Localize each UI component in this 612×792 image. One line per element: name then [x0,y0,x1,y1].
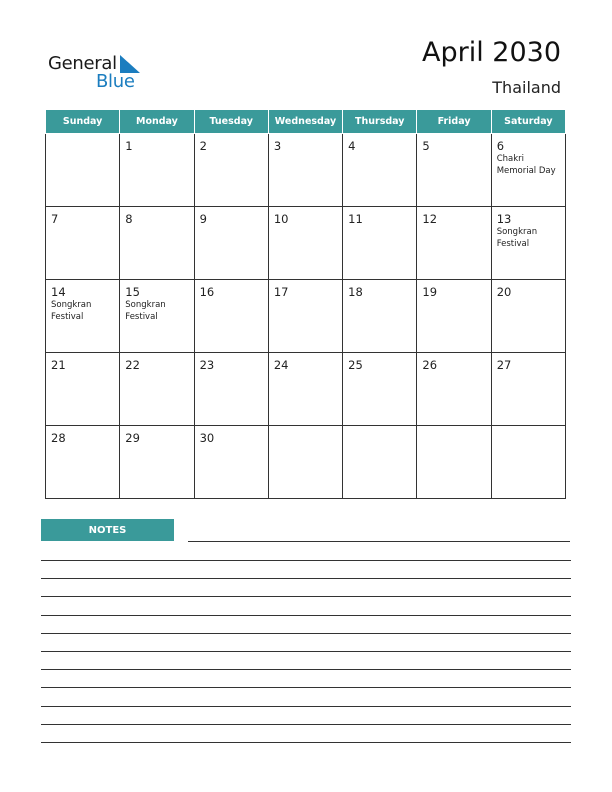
calendar-day-cell [120,280,194,353]
day-number: 27 [496,358,512,372]
day-number: 17 [273,285,289,299]
logo-word-general: General [48,53,117,74]
weekday-header: Friday [417,110,491,134]
day-number: 21 [51,358,66,372]
day-number: 20 [496,285,512,299]
day-number: 6 [496,139,505,153]
day-number: 29 [125,431,140,445]
logo-word-blue: Blue [96,71,135,92]
note-line [41,596,571,597]
day-number: 2 [199,139,207,153]
calendar-day-cell [343,207,417,280]
note-line [188,541,570,542]
day-number: 8 [125,212,133,226]
day-number: 9 [199,212,207,226]
calendar-day-cell [120,207,194,280]
day-number: 10 [273,212,289,226]
calendar-day-cell [46,353,120,426]
day-number: 12 [422,212,438,226]
calendar-day-cell [417,353,491,426]
calendar-day-cell [417,207,491,280]
day-number: 1 [125,139,133,153]
calendar-day-cell [268,134,342,207]
note-line [41,633,571,634]
note-line [41,669,571,670]
calendar-day-cell [491,426,565,499]
note-line [41,706,571,707]
holiday-label: Chakri Memorial Day [496,154,556,176]
calendar-day-cell [268,426,342,499]
calendar-day-cell [268,207,342,280]
day-number: 23 [199,358,215,372]
calendar-day-cell [120,134,194,207]
calendar-grid [45,109,566,499]
note-line [41,724,571,725]
weekday-header: Saturday [491,110,565,134]
calendar-day-cell [343,426,417,499]
weekday-header: Thursday [343,110,417,134]
weekday-header: Wednesday [268,110,342,134]
calendar-day-cell [491,280,565,353]
calendar-week-row [46,134,566,207]
day-number: 22 [125,358,140,372]
note-line [41,651,571,652]
calendar-day-cell [194,353,268,426]
calendar-day-cell [417,426,491,499]
note-line [41,742,571,743]
weekday-header: Sunday [46,110,120,134]
day-number: 3 [273,139,282,153]
calendar-day-cell [194,426,268,499]
calendar-day-cell [417,134,491,207]
day-number: 15 [125,285,140,299]
day-number: 26 [422,358,438,372]
weekday-header: Monday [120,110,194,134]
calendar-day-cell [120,426,194,499]
calendar-day-cell [343,134,417,207]
calendar-body [46,134,566,499]
calendar-day-cell [343,280,417,353]
day-number: 4 [348,139,356,153]
day-number: 30 [199,431,215,445]
calendar-day-cell [46,280,120,353]
calendar-day-cell [268,280,342,353]
calendar-day-cell [417,280,491,353]
notes-label: NOTES [41,519,174,541]
country-name: Thailand [492,78,561,97]
holiday-label: Songkran Festival [51,300,92,322]
calendar-day-cell [46,134,120,207]
note-line [41,687,571,688]
calendar-day-cell [194,207,268,280]
day-number: 13 [496,212,512,226]
weekday-header: Tuesday [194,110,268,134]
calendar-week-row [46,280,566,353]
day-number: 7 [51,212,59,226]
day-number: 25 [348,358,363,372]
calendar-week-row [46,353,566,426]
calendar-day-cell [491,207,565,280]
day-number: 16 [199,285,215,299]
calendar-day-cell [194,280,268,353]
note-line [41,560,571,561]
day-number: 5 [422,139,430,153]
calendar-week-row [46,207,566,280]
calendar-day-cell [268,353,342,426]
holiday-label: Songkran Festival [125,300,166,322]
calendar-day-cell [46,207,120,280]
calendar-day-cell [343,353,417,426]
day-number: 19 [422,285,438,299]
calendar-day-cell [491,353,565,426]
calendar-day-cell [120,353,194,426]
holiday-label: Songkran Festival [496,227,538,249]
month-year-title: April 2030 [421,37,561,68]
calendar-day-cell [46,426,120,499]
day-number: 18 [348,285,363,299]
generalblue-logo [48,53,148,93]
day-number: 28 [51,431,66,445]
note-line [41,578,571,579]
note-line [41,615,571,616]
calendar-week-row [46,426,566,499]
weekday-header-row [46,110,566,134]
calendar-day-cell [194,134,268,207]
day-number: 14 [51,285,66,299]
day-number: 24 [273,358,289,372]
day-number: 11 [348,212,363,226]
calendar-day-cell [491,134,565,207]
